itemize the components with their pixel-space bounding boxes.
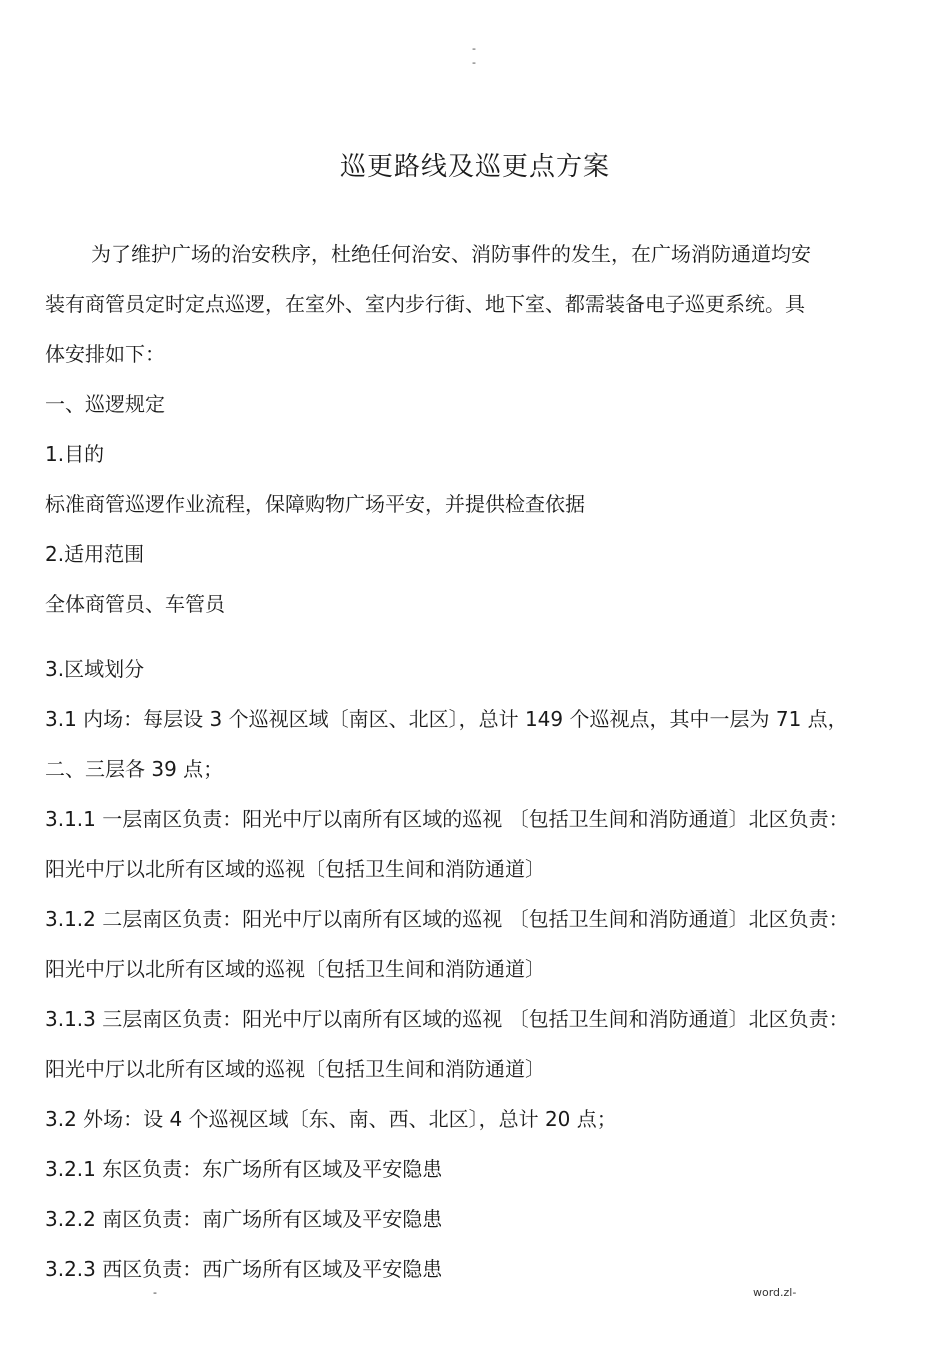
header-mark-top: -	[472, 42, 476, 55]
floor3-line-1: 3.1.3 三层南区负责：阳光中厅以南所有区域的巡视 〔包括卫生间和消防通道〕北区负责：	[45, 1007, 849, 1031]
paragraph-line-3: 体安排如下：	[45, 342, 165, 366]
east-zone-line: 3.2.1 东区负责：东广场所有区域及平安隐患	[45, 1157, 443, 1181]
indoor-area-line-2: 二、三层各 39 点；	[45, 757, 224, 781]
indoor-area-line-1: 3.1 内场：每层设 3 个巡视区域〔南区、北区〕，总计 149 个巡视点，其中一层为 71 点，	[45, 707, 848, 731]
section-heading-patrol-rules: 一、巡逻规定	[45, 392, 165, 416]
document-title: 巡更路线及巡更点方案	[339, 152, 610, 182]
floor1-line-2: 阳光中厅以北所有区域的巡视〔包括卫生间和消防通道〕	[45, 857, 545, 881]
header-mark-bottom: -	[472, 56, 476, 69]
paragraph-line-1: 为了维护广场的治安秩序，杜绝任何治安、消防事件的发生，在广场消防通道均安	[91, 242, 811, 266]
south-zone-line: 3.2.2 南区负责：南广场所有区域及平安隐患	[45, 1207, 443, 1231]
footer-left-mark: -	[153, 1286, 157, 1299]
footer-source-text: word.zl-	[753, 1286, 797, 1299]
west-zone-line: 3.2.3 西区负责：西广场所有区域及平安隐患	[45, 1257, 443, 1281]
subheading-purpose: 1.目的	[45, 442, 105, 466]
scope-text: 全体商管员、车管员	[45, 592, 225, 616]
paragraph-line-2: 装有商管员定时定点巡逻，在室外、室内步行街、地下室、都需装备电子巡更系统。具	[45, 292, 805, 316]
outdoor-area-line: 3.2 外场：设 4 个巡视区域〔东、南、西、北区〕，总计 20 点；	[45, 1107, 617, 1131]
purpose-text: 标准商管巡逻作业流程，保障购物广场平安，并提供检查依据	[45, 492, 585, 516]
subheading-area-division: 3.区域划分	[45, 657, 145, 681]
floor2-line-2: 阳光中厅以北所有区域的巡视〔包括卫生间和消防通道〕	[45, 957, 545, 981]
subheading-scope: 2.适用范围	[45, 542, 145, 566]
floor1-line-1: 3.1.1 一层南区负责：阳光中厅以南所有区域的巡视 〔包括卫生间和消防通道〕北区负责：	[45, 807, 849, 831]
floor3-line-2: 阳光中厅以北所有区域的巡视〔包括卫生间和消防通道〕	[45, 1057, 545, 1081]
floor2-line-1: 3.1.2 二层南区负责：阳光中厅以南所有区域的巡视 〔包括卫生间和消防通道〕北区负责：	[45, 907, 849, 931]
